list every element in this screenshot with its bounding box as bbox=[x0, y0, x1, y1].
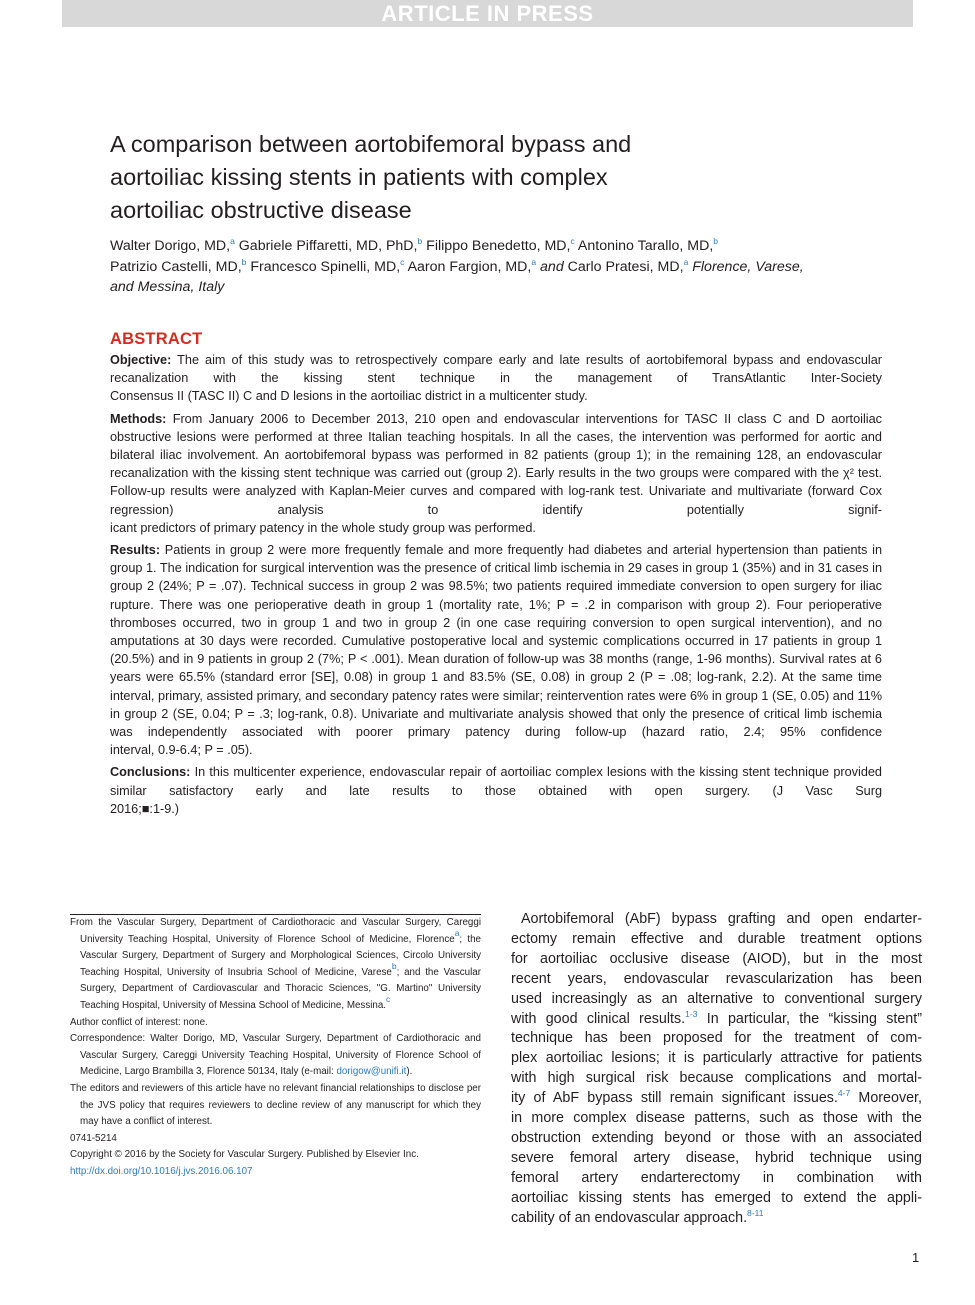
abstract-line: P < .001). Mean duration of follow-up was 38 months (range, 1-96 months). Survival rates at 6 years were 65.5% (standard bbox=[110, 652, 882, 685]
citation-link[interactable]: 1-3 bbox=[685, 1008, 698, 1019]
affiliation-mark: a bbox=[230, 236, 235, 246]
body-line: ectomy remain effective and durable treatment options bbox=[511, 930, 922, 947]
affiliation-mark: b bbox=[713, 236, 719, 246]
affiliation-mark: c bbox=[400, 256, 405, 267]
abstract-line: the remaining 128, an endovascular recanalization with the kissing stent technique was carried out (group 2). Early results bbox=[110, 448, 883, 481]
body-text-run: ity of AbF bypass still remain significant issues. bbox=[511, 1090, 838, 1107]
author-name: Filippo Benedetto, MD, bbox=[422, 238, 571, 254]
author-location: Florence, Varese, bbox=[688, 258, 804, 275]
author-name: Francesco Spinelli, MD, bbox=[246, 258, 401, 275]
affiliation-mark: c bbox=[386, 993, 391, 1004]
author-line bbox=[110, 257, 890, 278]
copyright: Copyright © 2016 by the Society for Vascular Surgery. Published by Elsevier Inc. bbox=[70, 1149, 419, 1161]
author-line bbox=[110, 236, 890, 257]
abstract-line: performed for aortic and bilateral iliac involvement. An aortobifemoral bypass was performed in 82 patients (group 1); in bbox=[110, 429, 882, 463]
abstract-body bbox=[110, 351, 882, 822]
body-line: severe femoral artery disease, hybrid technique using bbox=[511, 1149, 922, 1166]
author-name: Carlo Pratesi, MD, bbox=[563, 258, 684, 275]
abstract-line: assisted primary, and secondary patency rates were similar; reintervention rates were 6% in group 1 (SE, 0.05) and 11% in bbox=[110, 688, 883, 721]
body-line: plex aortoiliac lesions; it is particularly attractive for patients bbox=[511, 1050, 922, 1067]
author-line bbox=[110, 277, 890, 298]
section-label: Results: bbox=[110, 543, 161, 558]
page-number: 1 bbox=[912, 1250, 920, 1265]
abstract-line: stent technique provided similar satisfactory early and late results to those obtained with open surgery. (J Vasc Surg bbox=[110, 765, 882, 798]
title-line: aortoiliac obstructive disease bbox=[110, 197, 412, 223]
email-link[interactable]: dorigow@unifi.it bbox=[336, 1066, 407, 1078]
article-in-press-banner: ARTICLE IN PRESS bbox=[62, 0, 913, 27]
author-conjunction: and bbox=[536, 258, 564, 275]
abstract-line: Consensus II (TASC II) C and D lesions in the aortoiliac district in a multicenter study. bbox=[110, 389, 588, 404]
body-line: obstruction extending beyond or those with an associated bbox=[511, 1129, 922, 1146]
abstract-line: The aim of this study was to retrospectively compare early and late results of aortobifemoral bypass and bbox=[171, 353, 801, 367]
editors-footnote: The editors and reviewers of this article have no relevant financial relationships to disclose per the JVS policy that requires reviewers to decline review of any manuscript for which they may have a conflict of interest. bbox=[70, 1082, 481, 1128]
affiliation-mark: b bbox=[417, 236, 423, 246]
affiliation-mark: b bbox=[241, 256, 247, 267]
abstract-line: interval, 0.9-6.4; P = .05). bbox=[110, 743, 253, 758]
footnote-text: Correspondence: Walter Dorigo, MD, Vascular Surgery, Department of Cardiothoracic and Vascular Surgery, Careggi University Teaching Hospital, University of Florence School of Medicine, Largo Brambilla 3, Florence 50134, Italy (e-mail: bbox=[70, 1033, 481, 1078]
abstract-line: compared with log-rank test. Univariate and multivariate (forward Cox regression) analysis to identify potentially signif- bbox=[110, 484, 882, 517]
abstract-results bbox=[110, 541, 882, 759]
body-line bbox=[511, 1089, 922, 1109]
abstract-line: immediate conversion to open surgery for iliac rupture. There was one perioperative death in group 1 (mortality rate, 1%; bbox=[110, 579, 882, 612]
abstract-line: Patients in group 2 were more frequently female and more frequently had diabetes and arterial hypertension bbox=[160, 543, 789, 558]
author-name: Aaron Fargion, MD, bbox=[404, 258, 532, 275]
conflict-footnote: Author conflict of interest: none. bbox=[70, 1016, 208, 1028]
body-text-run: Moreover, bbox=[850, 1090, 922, 1107]
abstract-line: From January 2006 to December 2013, 210 open and endovascular interventions for TASC II class C and D bbox=[166, 411, 825, 426]
abstract-heading: ABSTRACT bbox=[110, 330, 203, 348]
body-line bbox=[511, 1209, 922, 1229]
body-line: used increasingly as an alternative to conventional surgery bbox=[511, 990, 922, 1007]
abstract-line: endovascular recanalization with the kissing stent technique in the management of TransAtlantic Inter-Society bbox=[110, 353, 882, 386]
body-line: femoral artery endarterectomy in combination with bbox=[511, 1169, 922, 1186]
abstract-line: group 2 (SE, 0.04; P = .3; log-rank, 0.8). Univariate and multivariate analysis showed that only the presence of critical limb bbox=[124, 706, 828, 721]
section-label: Conclusions: bbox=[110, 765, 191, 780]
citation-link[interactable]: 4-7 bbox=[837, 1088, 851, 1099]
footnote-text: ; and the Vascular Surgery, Department of Cardiovascular and Thoracic Sciences, "G. Martino" University Teaching Hospital, University of Messina School of Medicine, Messina. bbox=[80, 966, 481, 1011]
footnote-text: ). bbox=[406, 1066, 413, 1078]
affiliation-mark: a bbox=[531, 256, 537, 267]
affiliation-mark: b bbox=[391, 960, 397, 971]
affiliation-mark: a bbox=[683, 256, 689, 267]
affiliations-footnote bbox=[70, 915, 481, 1015]
abstract-methods bbox=[110, 410, 882, 537]
section-label: Methods: bbox=[110, 411, 167, 426]
abstract-line: postoperative local and systemic complications occurred in 17 patients in group 1 (20.5%) and in 9 patients in group 2 (7%; bbox=[110, 634, 882, 667]
author-list bbox=[110, 236, 890, 298]
title-line: A comparison between aortobifemoral bypass and bbox=[110, 131, 632, 157]
issn: 0741-5214 bbox=[70, 1132, 117, 1144]
body-line: Aortobifemoral (AbF) bypass grafting and open endarter- bbox=[521, 911, 922, 927]
body-line: with high surgical risk because complications and mortal- bbox=[511, 1070, 922, 1087]
body-line: recent years, endovascular revascularization has been bbox=[511, 970, 922, 987]
section-label: Objective: bbox=[110, 353, 172, 367]
doi-link[interactable]: http://dx.doi.org/10.1016/j.jvs.2016.06.107 bbox=[70, 1165, 253, 1177]
author-name: Gabriele Piffaretti, MD, PhD, bbox=[234, 238, 418, 254]
body-line: technique has been proposed for the treatment of com- bbox=[511, 1030, 922, 1047]
author-name: Patrizio Castelli, MD, bbox=[110, 258, 242, 275]
abstract-line: group 1 (35%) and in 31 cases in group 2 (24%; P = .07). Technical success in group 2 was 98.5%; two patients required bbox=[110, 561, 883, 594]
abstract-line: aortoiliac obstructive lesions were performed at three Italian teaching hospitals. In all the cases, the intervention was bbox=[110, 411, 882, 444]
author-name: Walter Dorigo, MD, bbox=[110, 238, 231, 254]
abstract-conclusions bbox=[110, 763, 882, 818]
body-line: aortoiliac kissing stents has emerged to extend the appli- bbox=[511, 1189, 922, 1206]
citation-link[interactable]: 8-11 bbox=[747, 1207, 764, 1218]
body-text bbox=[511, 910, 922, 1229]
abstract-line: P = .2 in comparison with group 2). Four perioperative thromboses occurred, two in group 1 and two in group 2 (in one bbox=[110, 597, 882, 630]
abstract-objective bbox=[110, 351, 882, 406]
author-name: Antonino Tarallo, MD, bbox=[574, 238, 714, 254]
correspondence-footnote bbox=[70, 1031, 481, 1081]
body-line: in more complex disease patterns, such as those with the bbox=[511, 1110, 922, 1127]
article-title bbox=[110, 128, 870, 227]
footnote-text: From the Vascular Surgery, Department of Cardiothoracic and Vascular Surgery, Careggi University Teaching Hospital, University of Florence School of Medicine, Florence bbox=[70, 917, 481, 945]
abstract-line: In this multicenter experience, endovascular repair of aortoiliac complex lesions with the kissing bbox=[190, 765, 739, 780]
author-location: and Messina, Italy bbox=[110, 279, 225, 295]
body-text-run: cability of an endovascular approach. bbox=[511, 1209, 748, 1226]
footnotes bbox=[70, 914, 481, 1181]
body-line: for aortoiliac occlusive disease (AIOD), but in the most bbox=[511, 950, 922, 967]
abstract-line: icant predictors of primary patency in the whole study group was performed. bbox=[110, 520, 536, 535]
abstract-line: 2016;■:1-9.) bbox=[110, 801, 180, 816]
title-line: aortoiliac kissing stents in patients with complex bbox=[110, 164, 608, 190]
abstract-line: error [SE], 0.08) in group 1 and 83.5% (SE, 0.08) in group 2 (P = .08; log-rank, 2.2). At the same time interval, primary, bbox=[110, 670, 882, 703]
abstract-line: case requiring conversion to open surgical intervention), and no amputations at 30 days were recorded. Cumulative bbox=[110, 615, 883, 649]
body-text-run: with good clinical results. bbox=[511, 1010, 686, 1027]
abstract-line: than patients in group 1. The indication for surgical intervention was the presence of critical limb ischemia in 29 cases in bbox=[110, 543, 883, 576]
body-text-run: In particular, the “kissing stent” bbox=[697, 1010, 922, 1027]
abstract-line: ischemia was independently associated with poorer primary patency during follow-up (hazard ratio, 2.4; 95% confidence bbox=[110, 706, 883, 740]
affiliation-mark: c bbox=[570, 236, 575, 246]
affiliation-mark: a bbox=[454, 927, 460, 938]
body-line bbox=[511, 1010, 922, 1030]
footnote-text: ; the Vascular Surgery, Department of Surgery and Morphological Sciences, Circolo University Teaching Hospital, University of Insubria School of Medicine, Varese bbox=[80, 933, 481, 978]
abstract-line: in the two groups were compared with the χ² test. Follow-up results were analyzed with Kaplan-Meier curves and bbox=[110, 466, 882, 499]
